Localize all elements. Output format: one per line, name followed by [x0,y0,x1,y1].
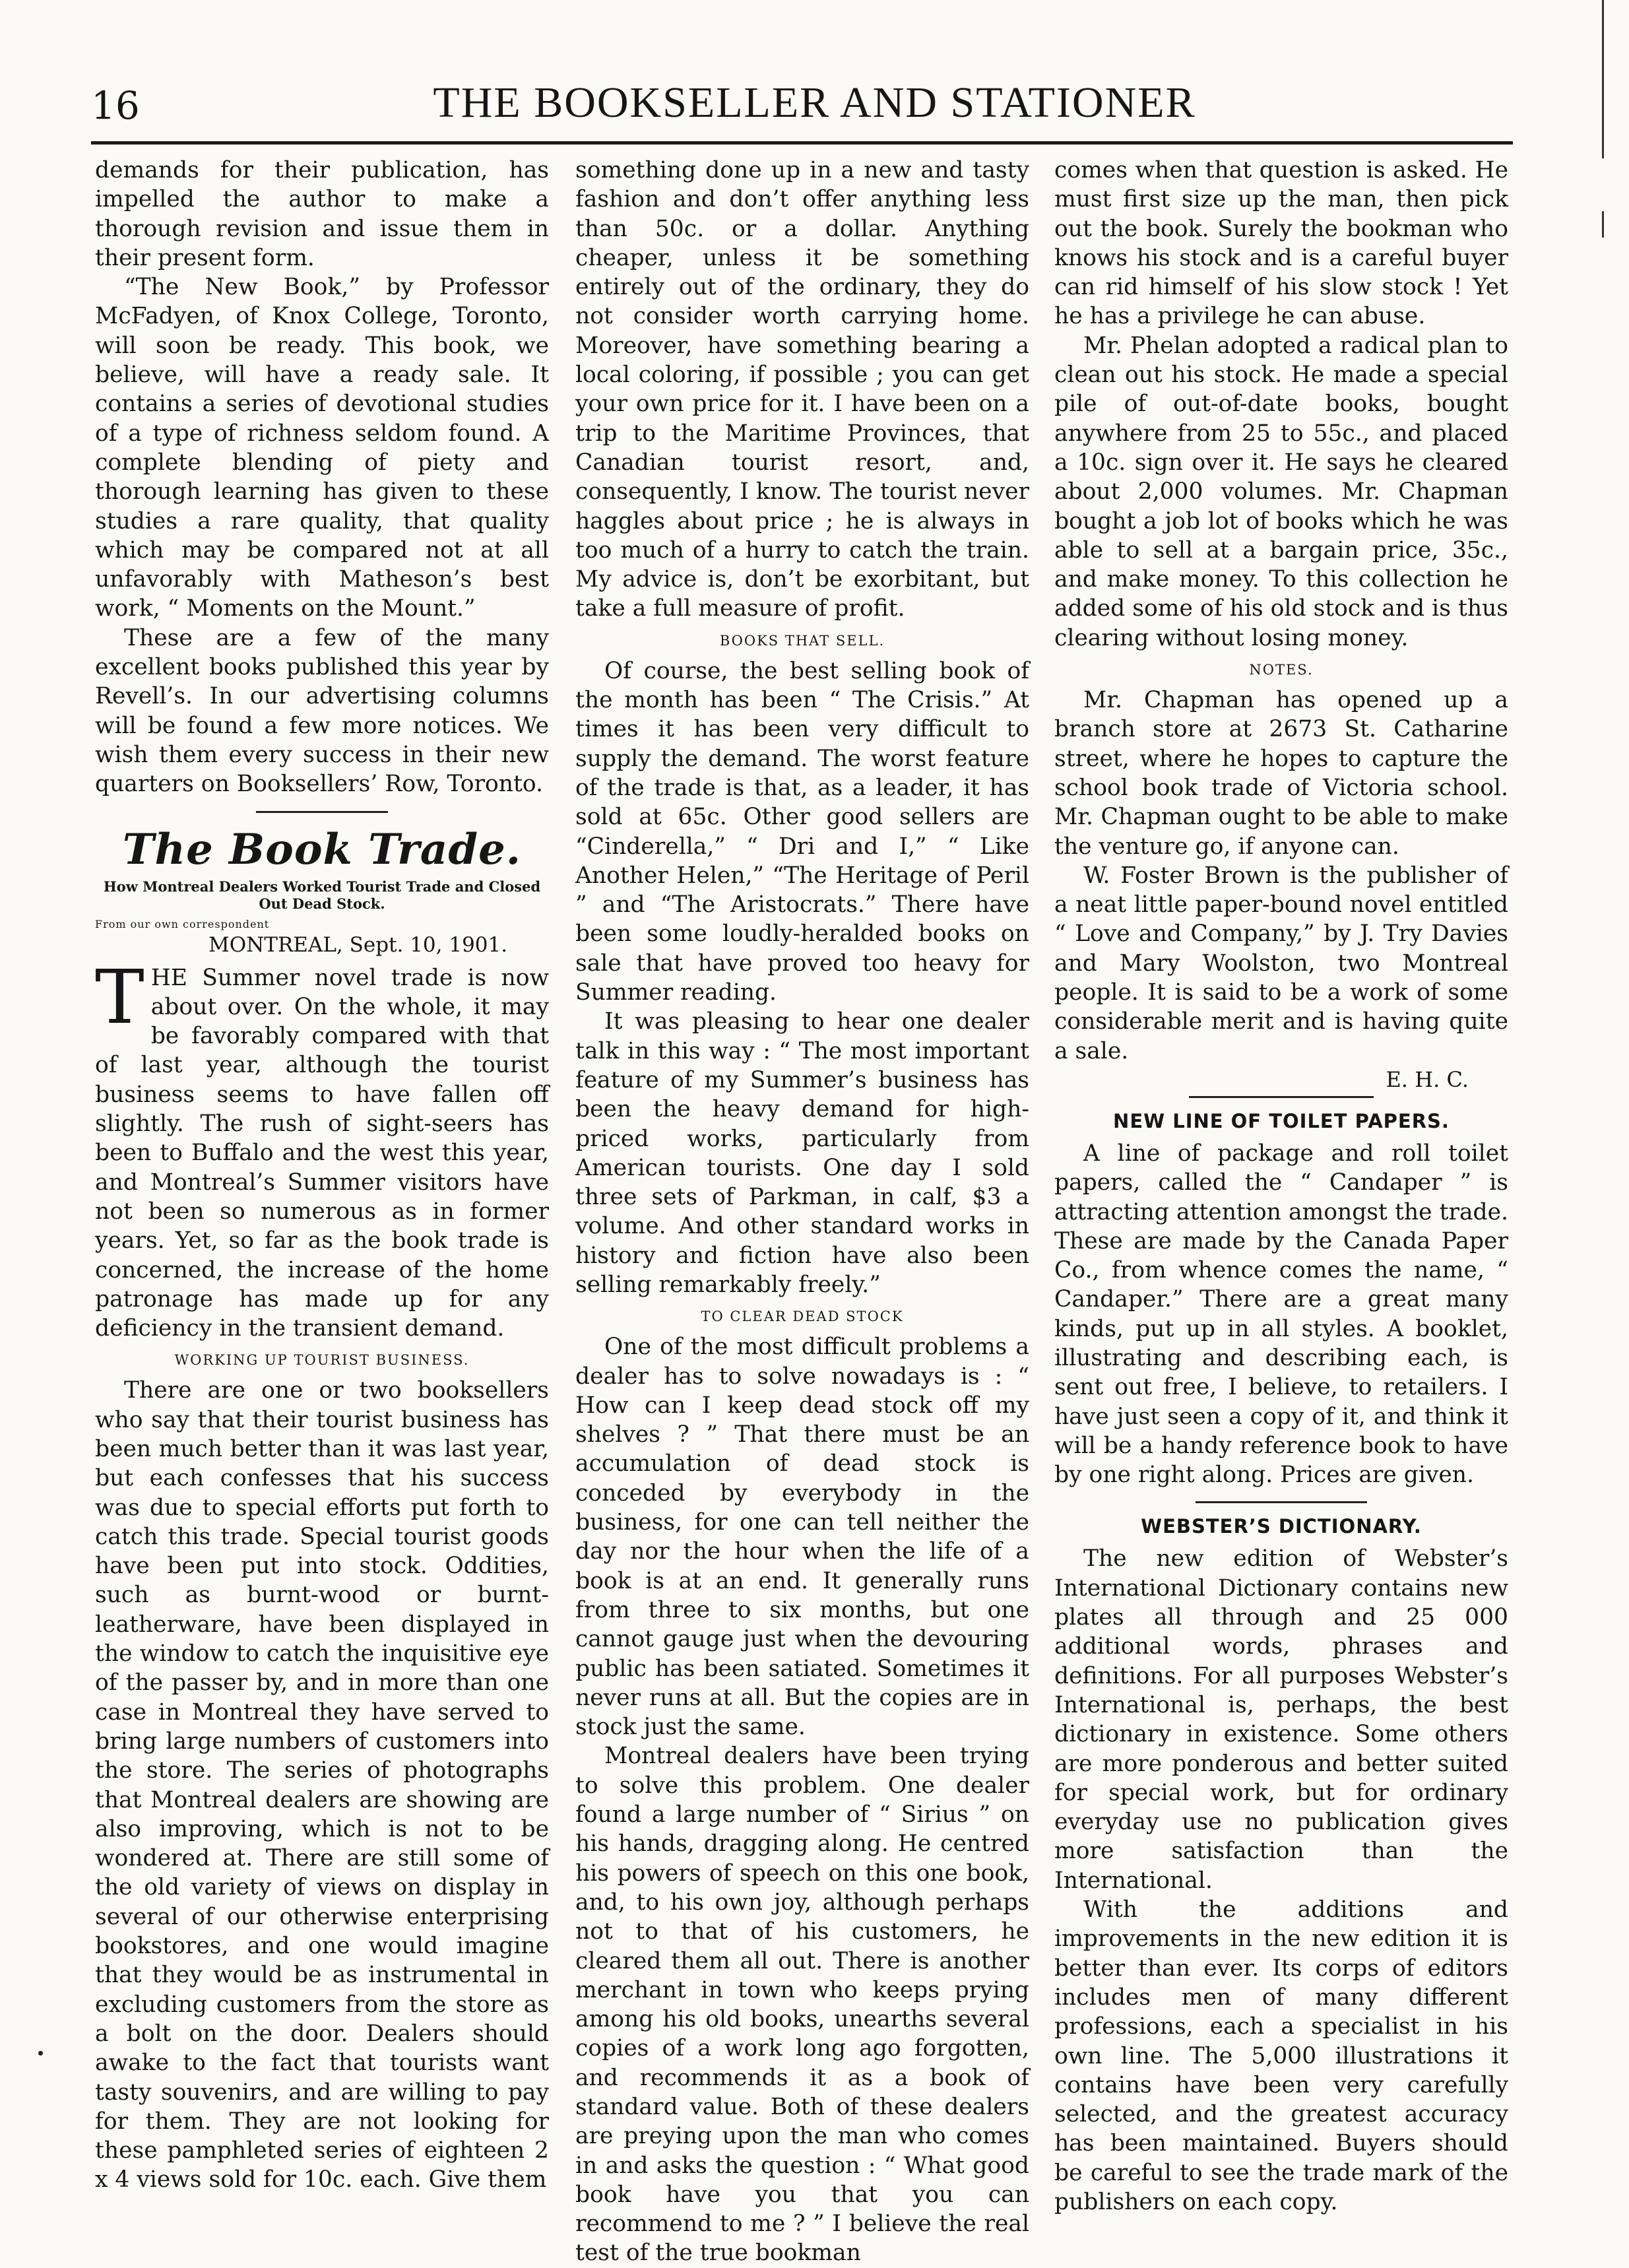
paragraph: With the additions and improvements in the new edition it is better than ever. Its corps of editors includes men of many different professions, each a specialist in his own line. The 5,000 illustrations it contains have been very carefully selected, and the greatest accuracy has been maintained. Buyers should be careful to see the trade mark of the publishers on each copy. [1054,1896,1508,2215]
section-divider [256,811,388,813]
paragraph: Montreal dealers have been trying to solve this problem. One dealer found a large number of “ Sirius ” on his hands, dragging along. He centred his powers of speech on this one book, and, to his own joy, although perhaps not to that of his customers, he cleared them all out. There is another merchant in town who keeps prying among his old books, unearths several copies of a work long ago forgotten, and recommends it as a book of standard value. Both of these dealers are preying upon the man who comes in and asks the question : “ What good book have you that you can recommend to me ? ” I believe the real test of the true bookman [575,1743,1029,2267]
lead-paragraph [95,954,549,1344]
paragraph: One of the most difficult problems a dealer has to solve nowadays is : “ How can I keep dead stock off my shelves ? ” That there must be an accumulation of dead stock is conceded by everybody in the business, for one can tell neither the day nor the hour when the life of a book is at an end. It generally runs from three to six months, but one cannot gauge just when the devouring public has been satiated. Sometimes it never runs at all. But the copies are in stock just the same. [575,1334,1029,1741]
drop-cap: T [95,954,144,1041]
correspondent-line: From our own correspondent [95,917,270,930]
paragraph: Mr. Chapman has opened up a branch store at 2673 St. Catharine street, where he hopes to capture the school book trade of Victoria school. Mr. Chapman ought to be able to make the venture go, if anyone can. [1054,687,1508,860]
column-1 [95,156,549,2195]
header-rule [91,141,1513,145]
paragraph: There are one or two booksellers who say that their tourist business has been much better than it was last year, but each confesses that his success was due to special efforts put forth to catch this trade. Special tourist goods have been put into stock. Oddities, such as burnt-wood or burnt-leatherware, have been displayed in the window to catch the inquisitive eye of the passer by, and in more than one case in Montreal they have served to bring large numbers of customers into the store. The series of photographs that Montreal dealers are showing are also improving, which is not to be wondered at. There are still some of the old variety of views on display in several of our otherwise enterprising bookstores, and one would imagine that they would be as instrumental in excluding customers from the store as a bolt on the door. Dealers should awake to the fact that tourists want tasty souvenirs, and are willing to pay for them. They are not looking for these pamphleted series of eighteen 2 x 4 views sold for 10c. each. Give them [95,1377,549,2193]
paragraph: Of course, the best selling book of the month has been “ The Crisis.” At times it has been very difficult to supply the demand. The worst feature of the trade is that, as a leader, it has sold at 65c. Other good sellers are “Cinderella,” “ Dri and I,” “ Like Another Helen,” “The Heritage of Peril ” and “The Aristocrats.” There have been some loudly-heralded books on sale that have proved too heavy for Summer reading. [575,657,1029,1006]
paragraph: demands for their publication, has impelled the author to make a thorough revision and issue them in their present form. [95,157,549,271]
section-title: NEW LINE OF TOILET PAPERS. [1113,1109,1450,1132]
masthead-title: THE BOOKSELLER AND STATIONER [433,79,1196,127]
paragraph: something done up in a new and tasty fashion and don’t offer anything less than 50c. or a dollar. Anything cheaper, unless it be something entirely out of the ordinary, they do not consider worth carrying home. Moreover, have something bearing a local coloring, if possible ; you can get your own price for it. I have been on a trip to the Maritime Provinces, that Canadian tourist resort, and, consequently, I know. The tourist never haggles about price ; he is always in too much of a hurry to catch the train. My advice is, don’t be exorbitant, but take a full measure of profit. [575,157,1029,622]
paragraph: It was pleasing to hear one dealer talk in this way : “ The most important feature of my Summer’s business has been the heavy demand for high-priced works, particularly from American tourists. One day I sold three sets of Parkman, in calf, $3 a volume. And other standard works in history and fiction have also been selling remarkably freely.” [575,1008,1029,1298]
page-edge-line [1602,0,1604,158]
article-subtitle: How Montreal Dealers Worked Tourist Trade and Closed Out Dead Stock. [103,878,541,912]
paragraph: W. Foster Brown is the publisher of a neat little paper-bound novel entitled “ Love and Company,” by J. Try Davies and Mary Woolston, two Montreal people. It is said to be a work of some considerable merit and is having quite a sale. [1054,862,1508,1064]
lead-paragraph-text: HE Summer novel trade is now about over. On the whole, it may be favorably compared with that of last year, although the tourist business seems to have fallen off slightly. The rush of sight-seers has been to Buffalo and the west this year, and Montreal’s Summer visitors have not been so numerous as in former years. Yet, so far as the book trade is concerned, the increase of the home patronage has made up for any deficiency in the transient demand. [95,964,549,1342]
paragraph: These are a few of the many excellent books published this year by Revell’s. In our advertising columns will be found a few more notices. We wish them every success in their new quarters on Booksellers’ Row, Toronto. [95,624,549,798]
page-number: 16 [91,83,140,128]
page-edge-line [1602,211,1604,238]
section-title: WEBSTER’S DICTIONARY. [1141,1515,1422,1538]
paragraph: A line of package and roll toilet papers, called the “ Candaper ” is attracting attention amongst the trade. These are made by the Canada Paper Co., from whence comes the name, “ Candaper.” There are a great many kinds, put up in all styles. A booklet, illustrating and describing each, is sent out free, I believe, to retailers. I have just seen a copy of it, and think it will be a handy reference book to have by one right along. Prices are given. [1054,1140,1508,1489]
paragraph: comes when that question is asked. He must first size up the man, then pick out the book. Surely the bookman who knows his stock and is a careful buyer can rid himself of his slow stock ! Yet he has a privilege he can abuse. [1054,157,1508,330]
column-2 [575,156,1029,2268]
paragraph: The new edition of Webster’s International Dictionary contains new plates all through and 25 000 additional words, phrases and definitions. For all purposes Webster’s International is, perhaps, the best dictionary in existence. Some others are more ponderous and better suited for special work, but for ordinary everyday use no publication gives more satisfaction than the International. [1054,1545,1508,1894]
subheading: BOOKS THAT SELL. [719,632,885,649]
dateline: MONTREAL, Sept. 10, 1901. [208,932,508,957]
article-title: The Book Trade. [122,824,522,874]
paragraph: Mr. Phelan adopted a radical plan to clean out his stock. He made a special pile of out-of-date books, bought anywhere from 25 to 55c., and placed a 10c. sign over it. He says he cleared about 2,000 volumes. Mr. Chapman bought a job lot of books which he was able to sell at a bargain price, 35c., and make money. To this collection he added some of his old stock and is thus clearing without losing money. [1054,332,1508,651]
subheading: NOTES. [1249,662,1314,678]
subheading: TO CLEAR DEAD STOCK [701,1309,904,1325]
paragraph: “The New Book,” by Professor McFadyen, of Knox College, Toronto, will soon be ready. This book, we believe, will have a ready sale. It contains a series of devotional studies of a type of richness seldom found. A complete blending of piety and thorough learning has given to these studies a rare quality, that quality which may be compared not at all unfavorably with Matheson’s best work, “ Moments on the Mount.” [95,274,549,622]
signature: E. H. C. [1386,1066,1469,1092]
column-3 [1054,156,1508,2217]
subheading: WORKING UP TOURIST BUSINESS. [174,1352,470,1369]
section-divider [1189,1096,1374,1098]
section-divider [1196,1501,1367,1503]
print-speck [38,2051,43,2056]
